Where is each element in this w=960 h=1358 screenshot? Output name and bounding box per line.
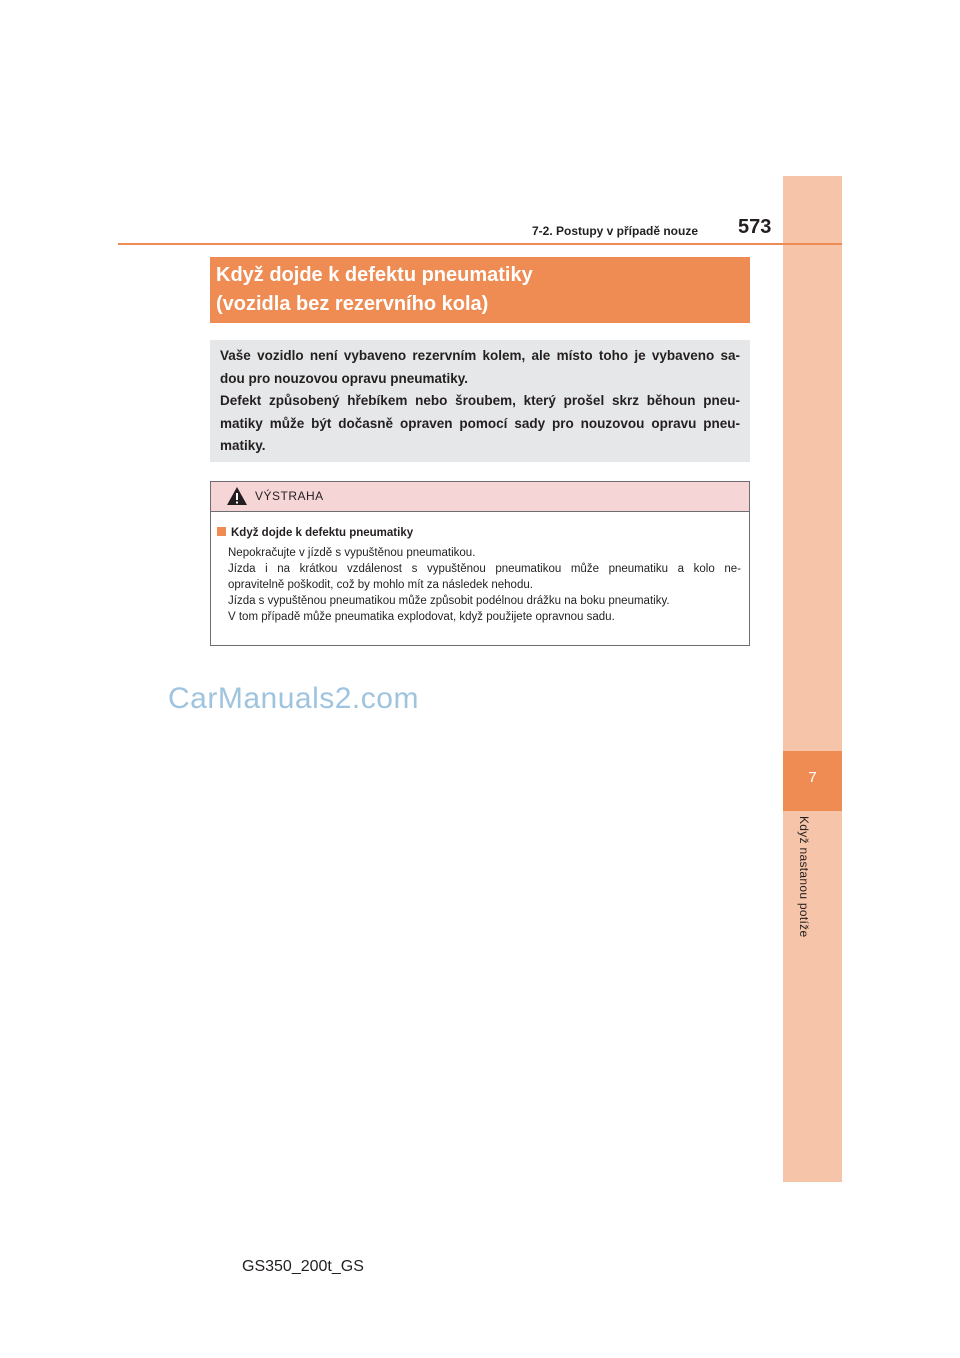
warning-text-line: V tom případě může pneumatika explodovat, když použijete opravnou sadu. xyxy=(228,611,615,623)
chapter-number: 7 xyxy=(808,769,817,786)
watermark-text: CarManuals2.com xyxy=(168,682,419,715)
header-divider xyxy=(118,243,842,245)
intro-line: Vaše vozidlo není vybaveno rezervním kolem, ale místo toho je vybaveno sa- xyxy=(220,348,740,363)
warning-header xyxy=(211,482,749,512)
warning-text-line: opravitelně poškodit, což by mohlo mít za následek nehodu. xyxy=(228,579,533,591)
intro-line: Defekt způsobený hřebíkem nebo šroubem, který prošel skrz běhoun pneu- xyxy=(220,393,740,408)
chapter-number-box xyxy=(783,751,842,811)
warning-title: VÝSTRAHA xyxy=(255,489,324,503)
intro-line: dou pro nouzovou opravu pneumatiky. xyxy=(220,371,469,386)
warning-triangle-icon xyxy=(226,486,248,506)
warning-box xyxy=(210,481,750,646)
page-number: 573 xyxy=(738,216,772,238)
orange-square-bullet-icon xyxy=(217,527,226,536)
intro-box xyxy=(210,340,750,462)
chapter-side-tab xyxy=(783,176,842,1182)
page-title-line-2: (vozidla bez rezervního kola) xyxy=(216,293,489,315)
warning-text-line: Jízda s vypuštěnou pneumatikou může způsobit podélnou drážku na boku pneumatiky. xyxy=(228,595,670,607)
warning-text-line: Jízda i na krátkou vzdálenost s vypuštěnou pneumatikou může pneumatiku a kolo ne- xyxy=(228,563,741,575)
intro-line: matiky může být dočasně opraven pomocí sady pro nouzovou opravu pneu- xyxy=(220,416,740,431)
chapter-label: Když nastanou potíže xyxy=(797,816,811,938)
intro-line: matiky. xyxy=(220,438,266,453)
warning-subheading-text: Když dojde k defektu pneumatiky xyxy=(231,527,414,539)
warning-text-line: Nepokračujte v jízdě s vypuštěnou pneumatikou. xyxy=(228,547,476,559)
warning-subheading xyxy=(217,527,413,539)
section-title: 7-2. Postupy v případě nouze xyxy=(531,224,698,238)
model-code: GS350_200t_GS xyxy=(242,1258,364,1275)
page-title-line-1: Když dojde k defektu pneumatiky xyxy=(216,264,533,286)
page-title-banner xyxy=(210,257,750,323)
